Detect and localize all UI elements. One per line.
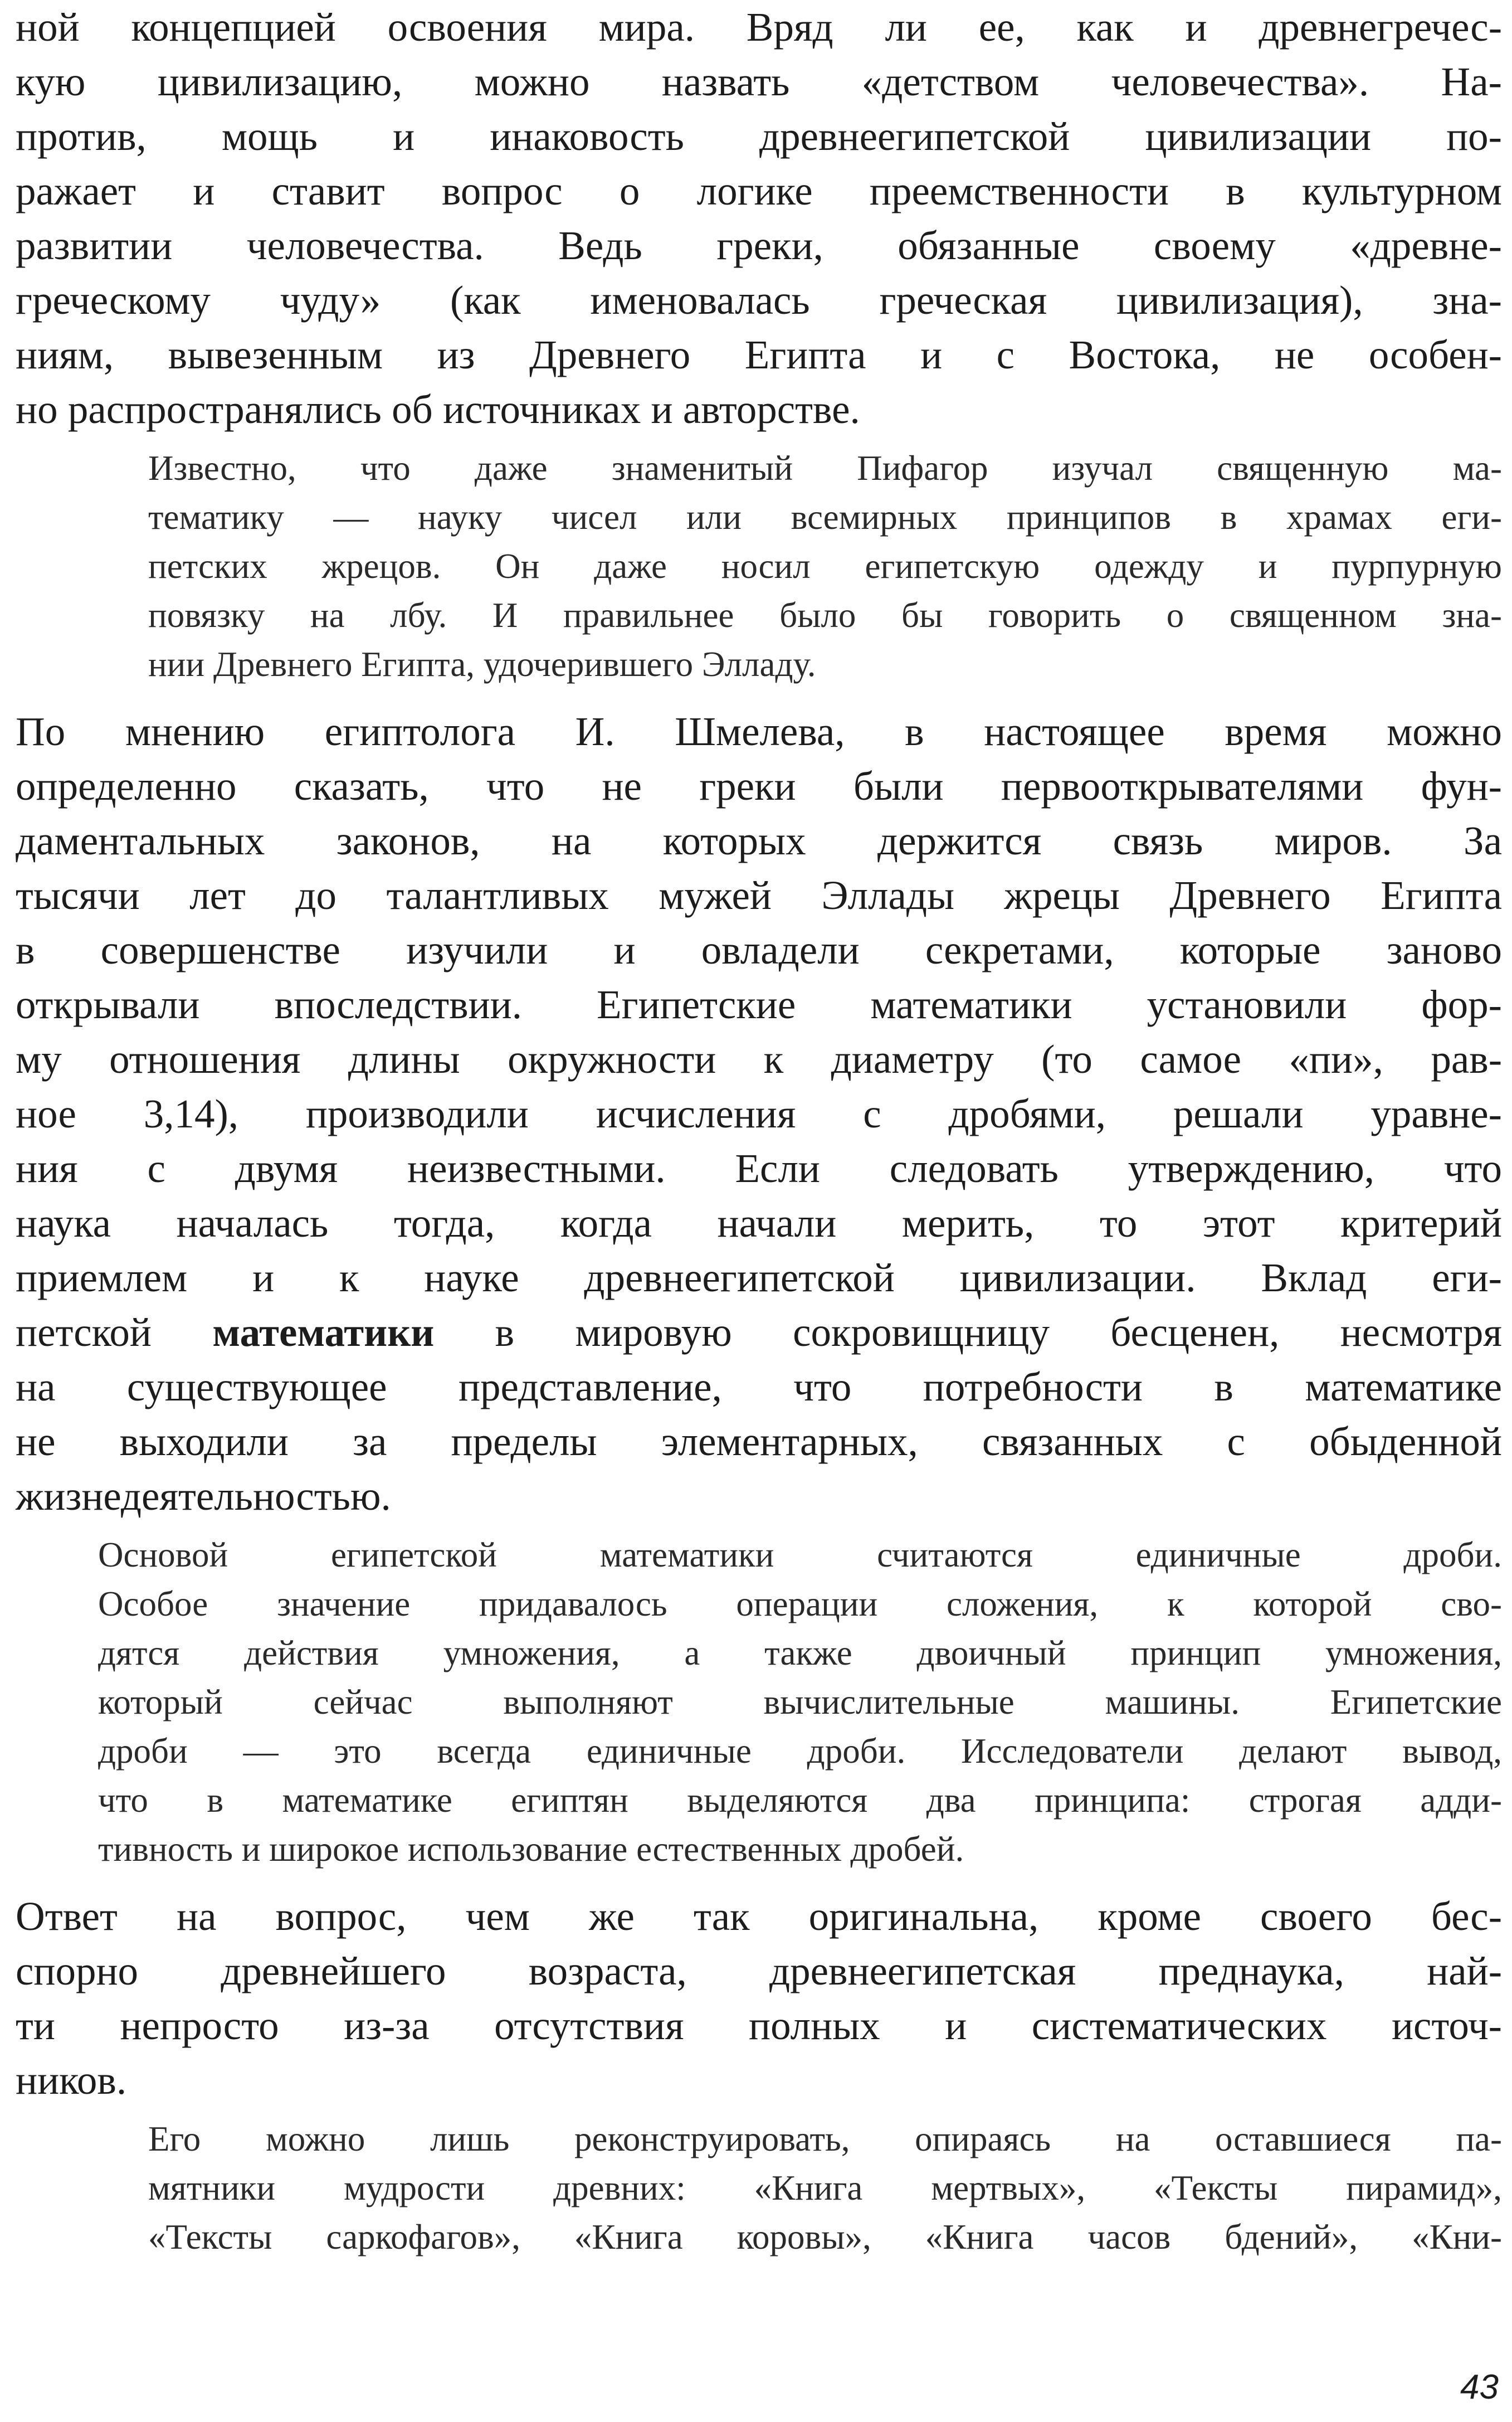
text-line: но распространялись об источниках и авторстве. [16,387,860,432]
text-line: спорно древнейшего возраста, древнеегипетская преднаука, най- [16,1948,1502,1993]
quote-block-2 [16,1524,1502,1889]
text-line: тивность и широкое использование естественных дробей. [98,1830,964,1869]
text-line: открывали впоследствии. Египетские математики установили фор- [16,982,1502,1027]
text-line: не выходили за пределы элементарных, связанных с обыденной [16,1419,1502,1464]
paragraph-2 [16,704,1502,1524]
text-line: ражает и ставит вопрос о логике преемственности в культурном [16,168,1502,213]
text-line: Его можно лишь реконструировать, опираясь на оставшиеся па- [148,2119,1502,2158]
text-line: который сейчас выполняют вычислительные машины. Египетские [98,1682,1502,1721]
text-line: повязку на лбу. И правильнее было бы говорить о священном зна- [148,596,1502,635]
text-line: ния с двумя неизвестными. Если следовать утверждению, что [16,1146,1502,1191]
text-line: даментальных законов, на которых держится связь миров. За [16,818,1502,863]
text-line: греческому чуду» (как именовалась греческая цивилизация), зна- [16,278,1502,323]
quote-block-1 [16,437,1502,704]
page-number: 43 [1460,2368,1499,2406]
text-line: Ответ на вопрос, чем же так оригинальна, кроме своего бес- [16,1894,1502,1939]
text-line: определенно сказать, что не греки были первооткрывателями фун- [16,763,1502,809]
text-line: развитии человечества. Ведь греки, обязанные своему «древне- [16,223,1502,268]
paragraph-1 [16,0,1502,437]
text-line: нии Древнего Египта, удочерившего Элладу. [148,645,816,684]
text-line: По мнению египтолога И. Шмелева, в настоящее время можно [16,709,1502,754]
book-page [16,0,1502,2277]
text-line [16,1305,1502,1360]
text-line: на существующее представление, что потребности в математике [16,1364,1502,1409]
text-line: дроби — это всегда единичные дроби. Исследователи делают вывод, [98,1732,1502,1771]
text-line: ной концепцией освоения мира. Вряд ли ее, как и древнегречес- [16,4,1502,50]
text-line: ное 3,14), производили исчисления с дробями, решали уравне- [16,1091,1502,1136]
text-line: тысячи лет до талантливых мужей Эллады жрецы Древнего Египта [16,873,1502,918]
text-line: наука началась тогда, когда начали мерить, то этот критерий [16,1200,1502,1246]
text-fragment: петской [16,1310,213,1355]
quote-block-3 [16,2108,1502,2277]
text-line: Основой египетской математики считаются единичные дроби. [98,1535,1502,1574]
text-line: мятники мудрости древних: «Книга мертвых», «Тексты пирамид», [148,2168,1502,2207]
text-line: ниям, вывезенным из Древнего Египта и с Востока, не особен- [16,332,1502,377]
text-line: дятся действия умножения, а также двоичный принцип умножения, [98,1633,1502,1672]
bold-term: математики [212,1310,435,1355]
text-line: против, мощь и инаковость древнеегипетской цивилизации по- [16,114,1502,159]
paragraph-3 [16,1889,1502,2108]
text-line: му отношения длины окружности к диаметру (то самое «пи», рав- [16,1037,1502,1082]
text-line: приемлем и к науке древнеегипетской цивилизации. Вклад еги- [16,1255,1502,1300]
text-fragment: в мировую сокровищницу бесценен, несмотря [434,1310,1502,1355]
text-line: Особое значение придавалось операции сложения, к которой сво- [98,1584,1502,1623]
text-line: что в математике египтян выделяются два принципа: строгая адди- [98,1781,1502,1820]
text-line: в совершенстве изучили и овладели секретами, которые заново [16,927,1502,972]
text-line: тематику — науку чисел или всемирных принципов в храмах еги- [148,498,1502,537]
text-line: ников. [16,2058,127,2103]
text-line: Известно, что даже знаменитый Пифагор изучал священную ма- [148,449,1502,488]
text-line: «Тексты саркофагов», «Книга коровы», «Книга часов бдений», «Кни- [148,2217,1502,2256]
text-line: ти непросто из-за отсутствия полных и систематических источ- [16,2003,1502,2048]
text-line: петских жрецов. Он даже носил египетскую одежду и пурпурную [148,547,1502,586]
text-line: жизнедеятельностью. [16,1473,391,1519]
text-line: кую цивилизацию, можно назвать «детством человечества». На- [16,59,1502,104]
